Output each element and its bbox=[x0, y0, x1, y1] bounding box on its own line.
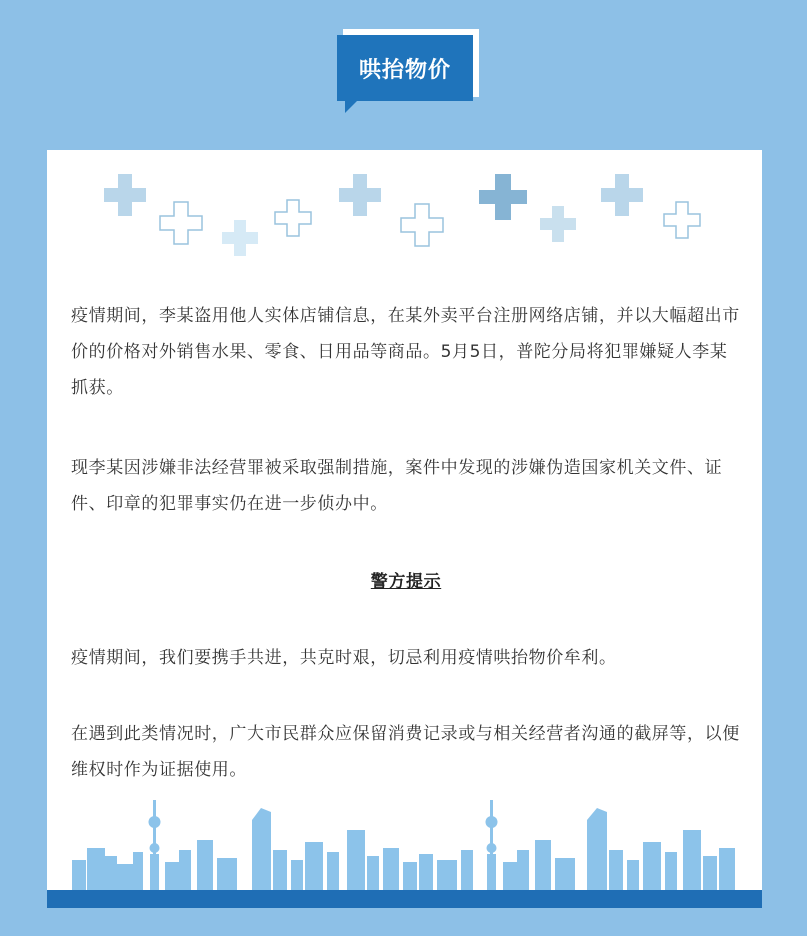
cross-outline-icon bbox=[275, 200, 311, 236]
cross-outline-icon bbox=[401, 204, 443, 246]
cross-outline-icon bbox=[160, 202, 202, 244]
cross-icon bbox=[339, 174, 381, 216]
bottom-bar bbox=[47, 890, 762, 908]
paragraph-case-summary: 疫情期间，李某盗用他人实体店铺信息，在某外卖平台注册网络店铺，并以大幅超出市价的价格对外销售水果、零食、日用品等商品。5月5日，普陀分局将犯罪嫌疑人李某抓获。 bbox=[71, 306, 740, 398]
police-tip-heading-text: 警方提示 bbox=[370, 572, 442, 592]
cross-icon bbox=[540, 206, 576, 242]
paragraph-case-status: 现李某因涉嫌非法经营罪被采取强制措施，案件中发现的涉嫌伪造国家机关文件、证件、印章的犯罪事实仍在进一步侦办中。 bbox=[71, 458, 723, 514]
cross-icon bbox=[601, 174, 643, 216]
city-skyline-decoration bbox=[47, 790, 762, 890]
cross-icon bbox=[479, 174, 527, 220]
medical-cross-decoration bbox=[47, 150, 762, 270]
paragraph-tip-1: 疫情期间，我们要携手共进，共克时艰，切忌利用疫情哄抬物价牟利。 bbox=[71, 648, 617, 668]
paragraph-tip-2: 在遇到此类情况时，广大市民群众应保留消费记录或与相关经营者沟通的截屏等，以便维权时作为证据使用。 bbox=[71, 724, 740, 780]
cross-icon bbox=[222, 220, 258, 256]
police-tip-heading bbox=[71, 564, 741, 600]
title-badge bbox=[337, 29, 479, 101]
article-card bbox=[47, 150, 762, 908]
title-tail-decoration bbox=[345, 101, 357, 113]
cross-icon bbox=[104, 174, 146, 216]
page-title: 哄抬物价 bbox=[337, 35, 473, 101]
cross-outline-icon bbox=[664, 202, 700, 238]
